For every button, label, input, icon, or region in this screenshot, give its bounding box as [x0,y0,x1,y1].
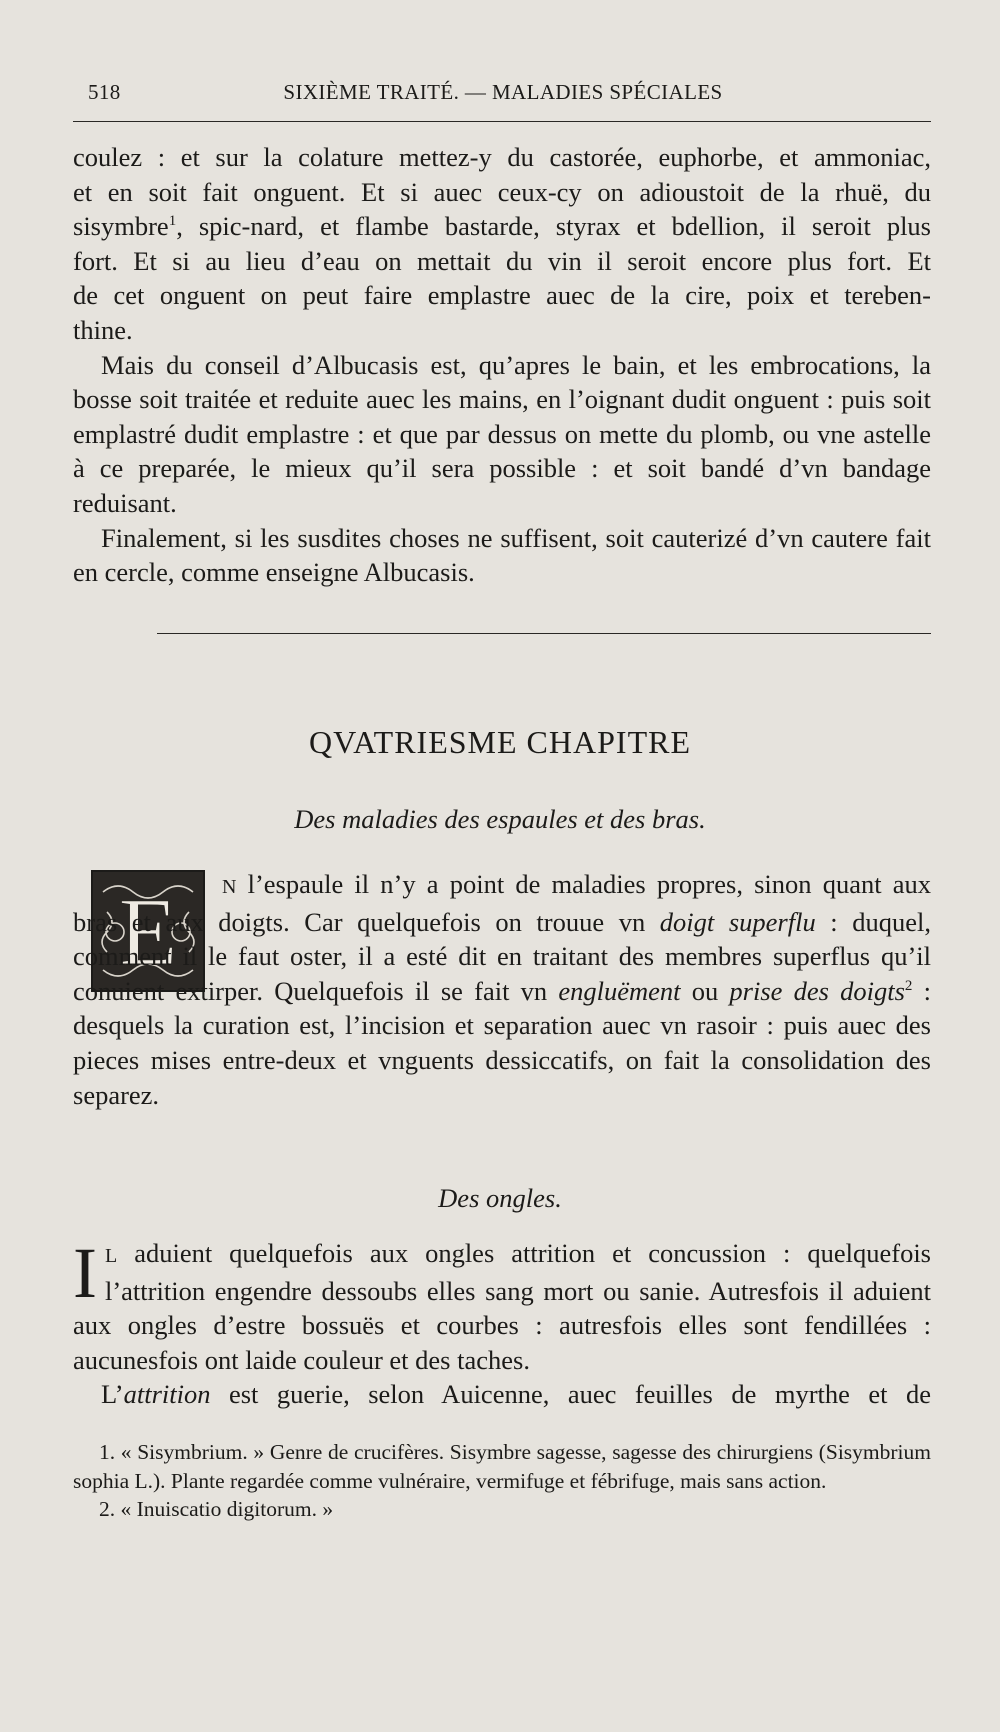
term-prise-des-doigts: prise des doigts [729,975,905,1006]
footnotes [73,1438,931,1524]
section-title-ongles: Des ongles. [438,1183,562,1213]
line: fort. Et si au lieu d’eau on mettait du vin il seroit encore plus fort. Et [73,245,931,276]
text-run: : duquel, comment il le faut oster, il a esté dit en traitant des membres superflus qu’il conuient extirper. Quelquefois il se fait vn [73,906,931,1006]
line: thine. [73,314,133,345]
chapter-title: QVATRIESME CHAPITRE [309,724,691,760]
chapter-subtitle: Des maladies des espaules et des bras. [294,804,706,834]
paragraph-albucasis: Mais du conseil d’Albucasis est, qu’apres le bain, et les embrocations, la bosse soit traitée et reduite auec les mains, en l’oignant dudit onguent : puis soit emplastré dudit emplastre : et que par dessus on mette du plomb, ou vne astelle à ce preparée, le mieux qu’il sera possible : et soit bandé d’vn bandage reduisant. [73,349,931,518]
paragraph-attrition [73,1377,931,1412]
text-run: est guerie, selon Auicenne, auec feuilles de myrthe et de [210,1379,931,1410]
paragraph-onguent [73,140,931,348]
text-run: : desquels la curation est, l’incision et separation auec vn rasoir : puis auec des pieces mises entre-deux et vnguents dessiccatifs, on fait la consolidation des separez. [73,975,931,1110]
line: coulez : et sur la colature mettez-y du castorée, euphorbe, et ammoniac, [73,142,931,172]
footnote-2: 2. « Inuiscatio digitorum. » [99,1497,334,1521]
footnote-1: 1. « Sisymbrium. » Genre de crucifères. Sisymbre sagesse, sagesse des chirurgiens (Sisymbrium sophia L.). Plante regardée comme vulnéraire, vermifuge et fébrifuge, mais sans action. [73,1440,931,1493]
text-run: ou [680,975,730,1006]
paragraph-ongles [73,1233,931,1377]
page-number: 518 [88,80,121,104]
text-run: L’ [101,1379,124,1410]
line-text: sisymbre [73,211,169,242]
term-doigt-superflu: doigt superflu [659,906,816,937]
header-rule [73,121,931,122]
line [73,209,931,244]
initial-letter-i: I [73,1233,97,1313]
paragraph-espaule [73,867,931,1112]
line: de cet onguent on peut faire emplastre auec de la cire, poix et tereben- [73,280,931,311]
footnote-ref-1[interactable]: 1 [168,213,177,230]
section-divider [157,633,931,634]
line-text: et en soit fait onguent. Et si auec ceux-cy on adioustoit de la rhuë, du [73,176,931,207]
section-shoulders-text [73,867,931,1112]
footnote-ref-2[interactable]: 2 [904,977,913,994]
section-nails-text [73,1233,931,1412]
top-text-block [73,140,931,590]
paragraph-finalement: Finalement, si les susdites choses ne suffisent, soit cauterizé d’vn cautere fait en cercle, comme enseigne Albucasis. [73,522,931,588]
running-title: SIXIÈME TRAITÉ. — MALADIES SPÉCIALES [283,80,723,104]
line [73,175,931,210]
running-header [88,80,918,105]
term-attrition: attrition [123,1379,211,1410]
term-engluement: engluëment [558,975,681,1006]
text-run: aduient quelquefois aux ongles attrition et concussion : quelquefois l’attrition engendre dessoubs elles sang mort ou sanie. Autresfois il aduient aux ongles d’estre bossuës et courbes : autresfois elles sont fendillées : aucunesfois ont laide couleur et des taches. [73,1238,931,1375]
ornamental-letter: E [118,878,178,985]
lead-letter: N [222,876,237,898]
line-text: , spic-nard, et flambe bastarde, styrax et bdellion, il seroit plus [176,211,931,242]
text-run: l’espaule il n’y a point de maladies propres, sinon quant aux bras et aux doigts. Car quelquefois on trouue vn [73,869,931,937]
lead-letter: L [104,1245,118,1267]
